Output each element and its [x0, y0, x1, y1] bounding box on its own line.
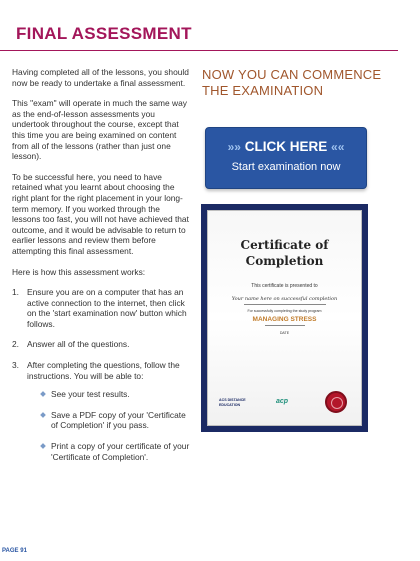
certificate-date-label: DATE [279, 331, 290, 335]
step-item [12, 339, 190, 350]
certificate-name-placeholder: Your name here on successful completion [231, 296, 338, 302]
success-paragraph: To be successful here, you need to have retained what you learnt about choosing the right plant for the right placement in your long-term memory. If you worked through the lessons too fast, you will not have achieved that outcome, and it would be advisable to return to earlier lessons and review them before attempting this final assessment. [12, 171, 189, 256]
acp-logo: acp [276, 398, 289, 405]
how-it-works-paragraph: Here is how this assessment works: [12, 266, 146, 277]
certificate-course-name: MANAGING STRESS [252, 316, 317, 323]
sub-item [27, 410, 190, 431]
step-number: 1. [12, 287, 19, 298]
exam-paragraph: This "exam" will operate in much the same way as the end-of-lesson assessments you undertook throughout the course, except that this time you are being examined on content from all of the lessons (rather than just one lesson). [12, 98, 187, 162]
certificate-date-line [265, 325, 305, 326]
start-examination-button[interactable] [205, 127, 367, 189]
chevrons-left-icon: «« [331, 140, 345, 154]
diamond-bullet-icon [40, 412, 46, 418]
sub-item [27, 389, 190, 400]
cta-label: CLICK HERE [244, 139, 328, 154]
step-text: After completing the questions, follow the instructions. You will be able to: [27, 360, 180, 381]
certificate-title [208, 237, 361, 269]
step-text: Ensure you are on a computer that has an active connection to the internet, then click on the 'start examination now' button which follows. [27, 287, 187, 329]
acs-logo [219, 398, 246, 407]
certificate-paper [207, 210, 362, 426]
page-title: FINAL ASSESSMENT [16, 24, 192, 43]
step-item [12, 360, 190, 462]
cta-headline [206, 139, 366, 154]
step-number: 2. [12, 339, 19, 350]
step-item [12, 287, 190, 329]
chevrons-right-icon: »» [227, 140, 241, 154]
certificate-presented-text: This certificate is presented to [251, 283, 318, 289]
sub-list [27, 389, 190, 462]
certificate-completed-text: For successfully completing the study program [247, 309, 322, 313]
cta-sublabel: Start examination now [231, 161, 341, 173]
acs-logo-line1: ACS DISTANCE [219, 398, 246, 403]
acs-logo-line2: EDUCATION [219, 402, 241, 407]
title-divider [0, 50, 398, 51]
intro-paragraph: Having completed all of the lessons, you should now be ready to undertake a final assessment. [12, 67, 189, 88]
certificate-name-line [244, 304, 326, 305]
sub-item-text: Print a copy of your certificate of your 'Certificate of Completion'. [51, 441, 190, 462]
body-text-column [12, 67, 190, 472]
diamond-bullet-icon [40, 391, 46, 397]
sub-item-text: Save a PDF copy of your 'Certificate of Completion' if you pass. [51, 409, 186, 431]
certificate-image [201, 204, 368, 432]
commence-prompt: NOW YOU CAN COMMENCE THE EXAMINATION [202, 67, 382, 98]
certificate-title-line2: Completion [245, 254, 324, 268]
step-number: 3. [12, 360, 19, 371]
sub-item [27, 441, 190, 462]
certificate-title-line1: Certificate of [240, 238, 329, 252]
seal-icon [325, 391, 347, 413]
sub-item-text: See your test results. [51, 389, 130, 400]
step-text: Answer all of the questions. [27, 339, 130, 350]
steps-list [12, 287, 190, 462]
diamond-bullet-icon [40, 443, 46, 449]
page-number: PAGE 91 [2, 548, 27, 554]
